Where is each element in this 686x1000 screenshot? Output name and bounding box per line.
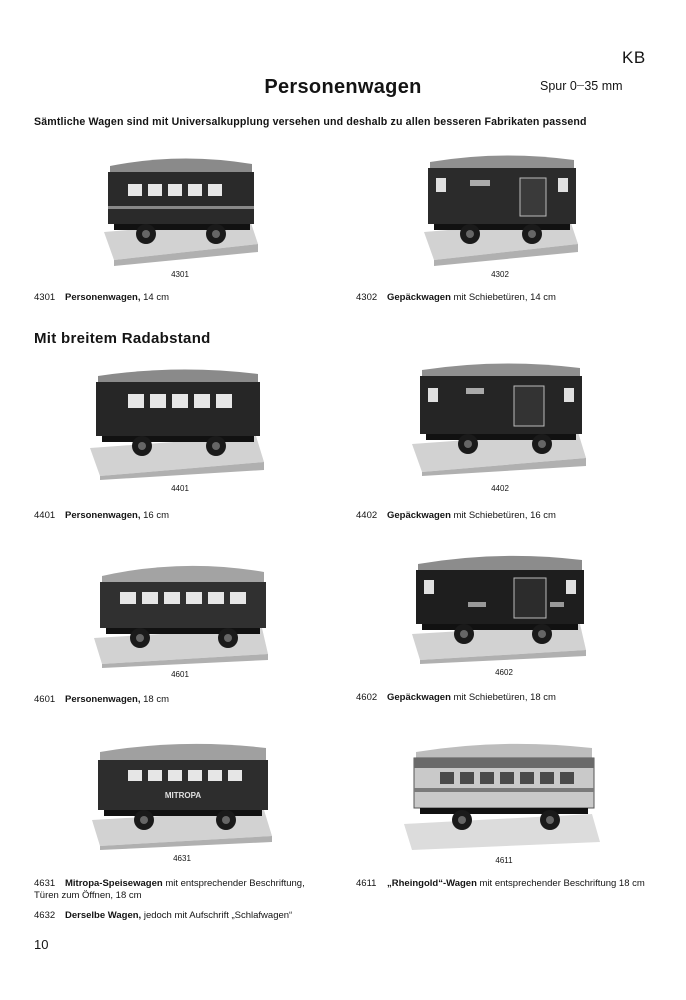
railcar-image-4301 [100, 148, 260, 271]
railcar-image-4601 [92, 558, 272, 673]
car-lettering: MITROPA [164, 791, 202, 800]
railcar-illustration [410, 550, 590, 664]
railcar-illustration [92, 558, 272, 668]
item-caption-4602 [356, 692, 556, 704]
item-description: 16 cm [143, 510, 170, 521]
item-name: Personenwagen, [65, 292, 141, 303]
railcar-illustration [88, 362, 268, 480]
item-name: Mitropa-Speisewagen [65, 878, 163, 889]
railcar-image-4401 [88, 362, 268, 485]
item-number: 4632 [34, 910, 56, 921]
item-caption-4302 [356, 292, 556, 304]
railcar-image-4611 [404, 738, 604, 857]
item-number: 4611 [356, 878, 377, 889]
item-number: 4401 [34, 510, 56, 521]
item-name: Gepäckwagen [387, 510, 451, 521]
railcar-illustration [410, 358, 590, 476]
item-description: 14 cm [143, 292, 170, 303]
item-number: 4602 [356, 692, 378, 703]
item-name: Gepäckwagen [387, 692, 451, 703]
image-label: 4301 [171, 270, 189, 279]
railcar-image-4302 [420, 148, 580, 271]
gauge-spec [540, 79, 623, 93]
railcar-image-4631 [90, 738, 276, 855]
item-description: mit Schiebetüren, 18 cm [453, 692, 556, 703]
image-label: 4402 [491, 484, 509, 493]
image-label: 4602 [495, 668, 513, 677]
item-description: mit Schiebetüren, 16 cm [453, 510, 556, 521]
image-label: 4631 [173, 854, 191, 863]
railcar-illustration [90, 738, 276, 850]
image-label: 4601 [171, 670, 189, 679]
image-label: 4302 [491, 270, 509, 279]
catalog-code: KB [622, 48, 646, 67]
item-number: 4301 [34, 292, 56, 303]
item-name: Personenwagen, [65, 694, 141, 705]
page-title: Personenwagen [264, 76, 422, 98]
railcar-illustration [100, 148, 260, 266]
section-heading: Mit breitem Radabstand [34, 330, 211, 347]
item-caption-4402 [356, 510, 556, 522]
railcar-image-4402 [410, 358, 590, 481]
item-caption-4301 [34, 292, 169, 304]
railcar-illustration [420, 148, 580, 266]
item-name: „Rheingold“-Wagen [387, 878, 477, 889]
item-number: 4631 [34, 878, 56, 889]
gauge-dash [579, 79, 582, 93]
item-number: 4402 [356, 510, 378, 521]
item-caption-4601 [34, 694, 169, 706]
item-caption-4401 [34, 510, 169, 522]
railcar-illustration [404, 738, 604, 852]
item-description: mit entsprechender Beschriftung, Türen zum Öffnen, 18 cm [34, 878, 305, 901]
item-name: Derselbe Wagen, [65, 910, 142, 921]
item-description: jedoch mit Aufschrift „Schlafwagen“ [143, 910, 293, 921]
item-description: mit Schiebetüren, 14 cm [453, 292, 556, 303]
railcar-image-4602 [410, 550, 590, 669]
item-caption-4631 [34, 878, 326, 902]
item-number: 4601 [34, 694, 56, 705]
item-number: 4302 [356, 292, 378, 303]
gauge-suffix: 35 mm [584, 79, 623, 93]
page-number: 10 [34, 937, 49, 952]
item-caption-4611 [356, 878, 650, 890]
item-description: 18 cm [143, 694, 170, 705]
item-name: Personenwagen, [65, 510, 141, 521]
item-caption-4632 [34, 910, 292, 922]
image-label: 4401 [171, 484, 189, 493]
page-subtitle: Sämtliche Wagen sind mit Universalkupplung versehen und deshalb zu allen besseren Fabrikaten passend [34, 116, 587, 128]
gauge-prefix: Spur 0 [540, 79, 577, 93]
item-name: Gepäckwagen [387, 292, 451, 303]
image-label: 4611 [495, 856, 513, 865]
item-description: mit entsprechender Beschriftung 18 cm [479, 878, 645, 889]
